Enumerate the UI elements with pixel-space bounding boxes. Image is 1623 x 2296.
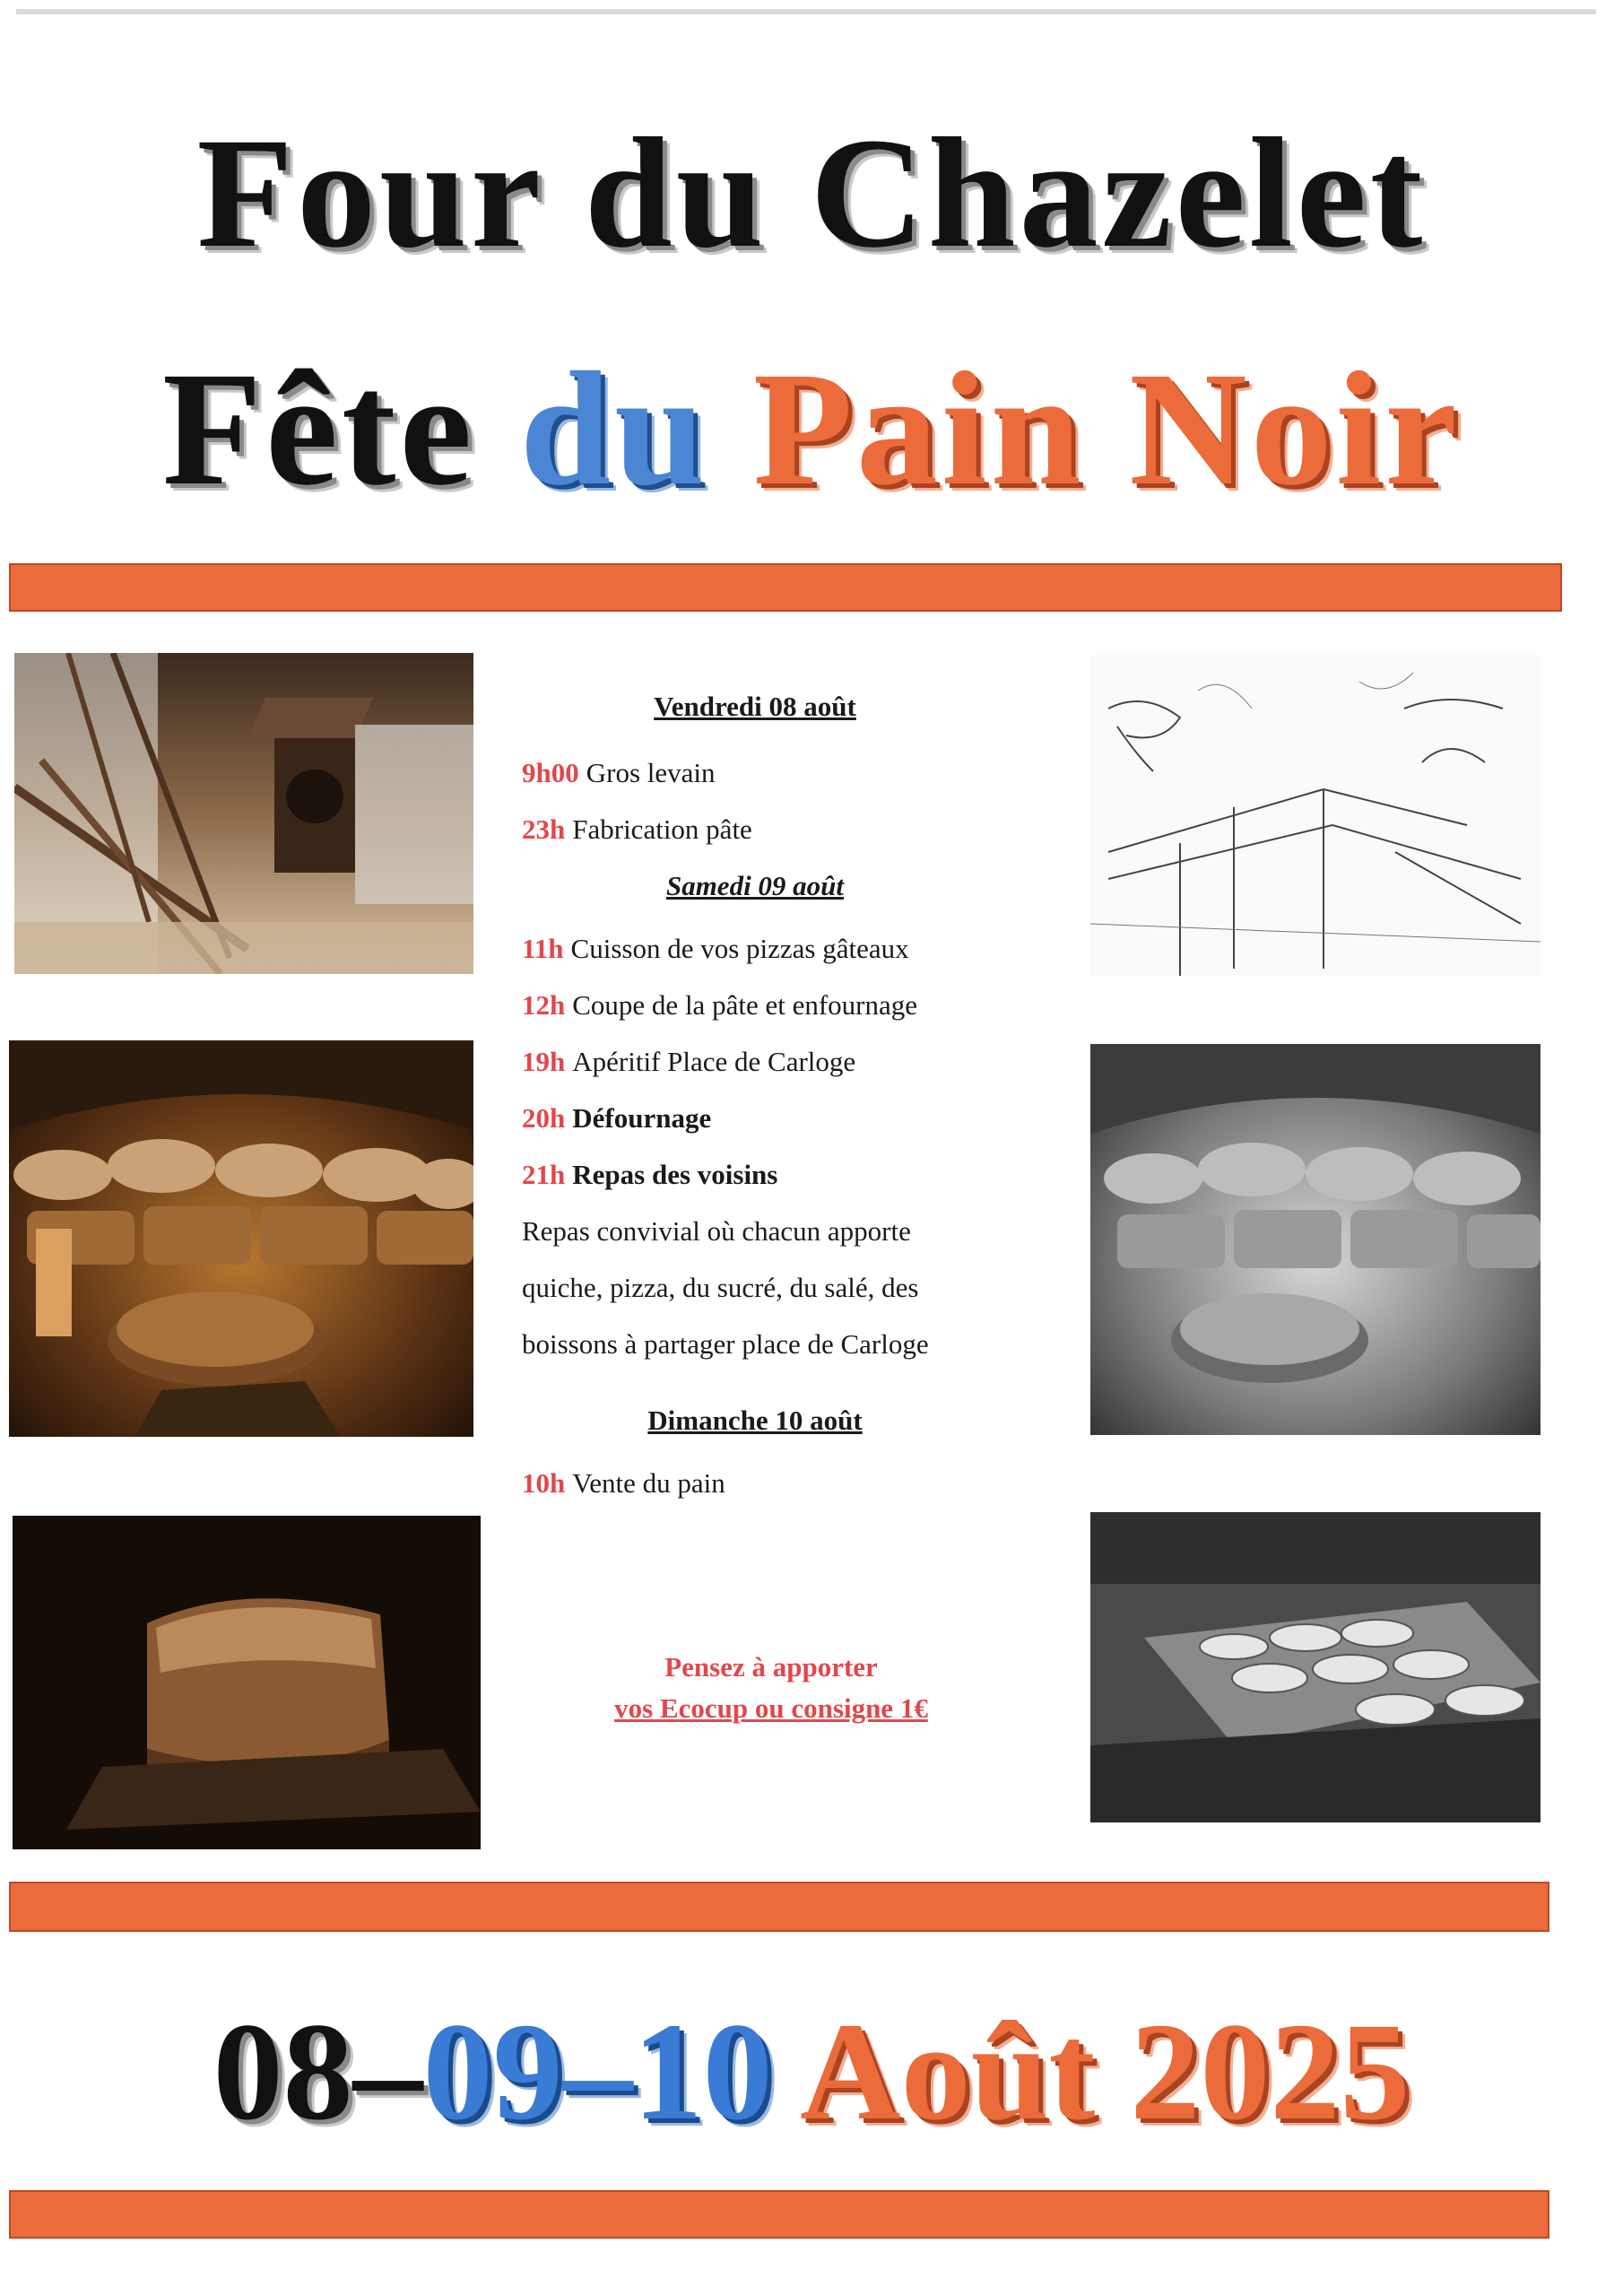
schedule-item: 9h00 Gros levain (522, 757, 716, 788)
schedule-item: 12h Coupe de la pâte et enfournage (522, 989, 917, 1021)
grayscale-bread-photo (1090, 1044, 1541, 1435)
bread-in-oven-photo (9, 1040, 473, 1437)
date-separator: – (562, 1994, 633, 2149)
schedule-item: 10h Vente du pain (522, 1467, 725, 1499)
event-dates (0, 1994, 1623, 2149)
main-title: Four du Chazelet (196, 106, 1427, 281)
orange-divider-top (9, 563, 1562, 612)
top-scan-edge (16, 9, 1596, 14)
oven-interior-photo (14, 653, 473, 974)
sketch-oven-room (1090, 655, 1541, 976)
subtitle-pain-noir: Pain Noir (752, 339, 1462, 519)
sunday-heading: Dimanche 10 août (647, 1405, 863, 1436)
subtitle (0, 339, 1623, 519)
ecocup-reminder (556, 1647, 986, 1729)
friday-heading: Vendredi 08 août (654, 691, 856, 722)
program-schedule (522, 689, 988, 1522)
grayscale-pizzas-photo (1090, 1512, 1541, 1822)
subtitle-du: du (519, 339, 709, 519)
orange-divider-middle (9, 1882, 1549, 1932)
date-month-year: Août 2025 (800, 1994, 1410, 2149)
orange-divider-bottom (9, 2190, 1549, 2239)
schedule-item: 23h Fabrication pâte (522, 813, 752, 845)
date-day-3: 10 (632, 1994, 773, 2149)
saturday-heading: Samedi 09 août (665, 870, 845, 901)
meal-note-line: Repas convivial où chacun apporte (522, 1215, 911, 1247)
date-separator: – (352, 1994, 423, 2149)
meal-note-line: quiche, pizza, du sucré, du salé, des (522, 1272, 919, 1303)
date-day-2: 09 (422, 1994, 563, 2149)
schedule-item: 20h Défournage (522, 1102, 712, 1134)
loaf-closeup-photo (13, 1516, 481, 1849)
subtitle-fete: Fête (161, 339, 476, 519)
meal-note-line: boissons à partager place de Carloge (522, 1328, 929, 1360)
reminder-line-1: Pensez à apporter (664, 1651, 878, 1683)
date-day-1: 08 (213, 1994, 353, 2149)
schedule-item: 19h Apéritif Place de Carloge (522, 1046, 856, 1077)
schedule-item: 21h Repas des voisins (522, 1159, 778, 1190)
schedule-item: 11h Cuisson de vos pizzas gâteaux (522, 933, 909, 964)
reminder-line-2: vos Ecocup ou consigne 1€ (614, 1692, 928, 1724)
